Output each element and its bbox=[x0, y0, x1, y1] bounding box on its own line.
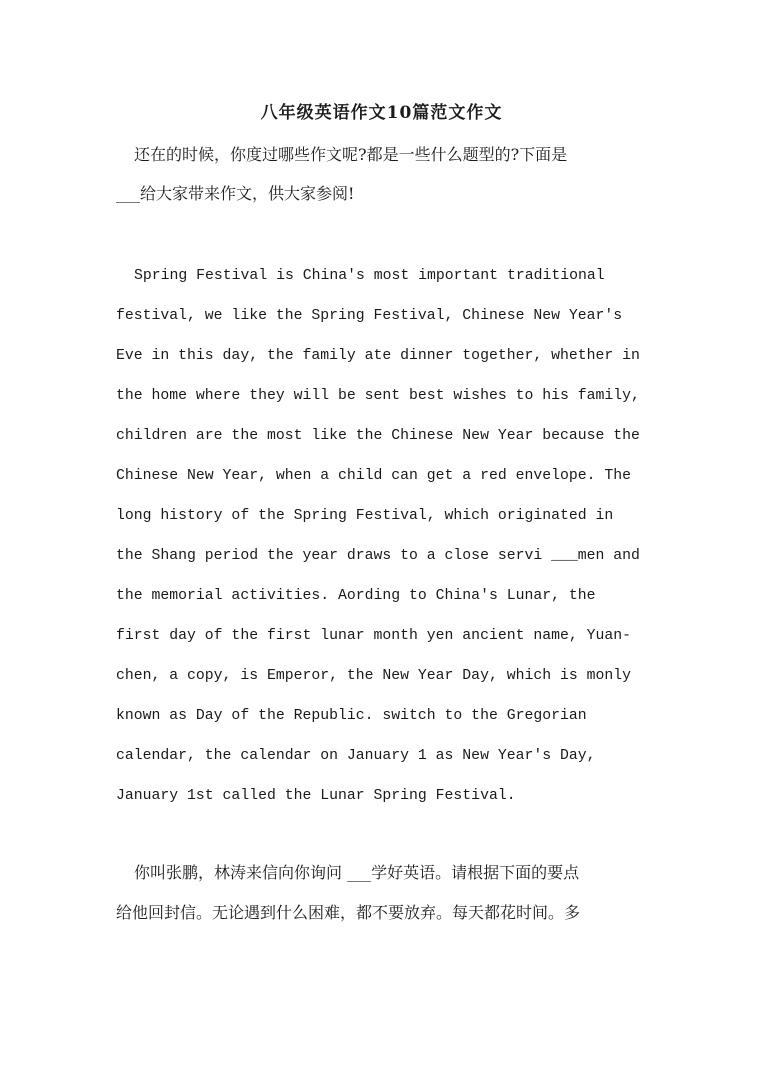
essay-line-14: January 1st called the Lunar Spring Festival. bbox=[116, 788, 516, 804]
essay-line-11: chen, a copy, is Emperor, the New Year Day, which is monly bbox=[116, 668, 632, 684]
essay-line-6: Chinese New Year, when a child can get a red envelope. The bbox=[116, 468, 632, 484]
essay-line-13: calendar, the calendar on January 1 as New Year's Day, bbox=[116, 748, 596, 764]
prompt-line-1: 你叫张鹏，林涛来信向你询问 ___学好英语。请根据下面的要点 bbox=[134, 863, 580, 882]
document-title: 八年级英语作文10篇范文作文 bbox=[260, 103, 503, 123]
essay-line-8: the Shang period the year draws to a close servi ___men and bbox=[116, 548, 640, 564]
intro-line-1: 还在的时候，你度过哪些作文呢?都是一些什么题型的?下面是 bbox=[134, 145, 568, 164]
essay-line-1: Spring Festival is China's most important traditional bbox=[134, 268, 605, 284]
essay-line-3: Eve in this day, the family ate dinner together, whether in bbox=[116, 348, 640, 364]
essay-line-9: the memorial activities. Aording to China's Lunar, the bbox=[116, 588, 596, 604]
essay-line-7: long history of the Spring Festival, which originated in bbox=[116, 508, 614, 524]
essay-line-4: the home where they will be sent best wishes to his family, bbox=[116, 388, 640, 404]
essay-line-2: festival, we like the Spring Festival, Chinese New Year's bbox=[116, 308, 623, 324]
essay-line-10: first day of the first lunar month yen ancient name, Yuan- bbox=[116, 628, 632, 644]
essay-line-5: children are the most like the Chinese New Year because the bbox=[116, 428, 640, 444]
prompt-line-2: 给他回封信。无论遇到什么困难，都不要放弃。每天都花时间。多 bbox=[116, 903, 581, 922]
intro-line-2: ___给大家带来作文，供大家参阅! bbox=[116, 184, 355, 203]
essay-line-12: known as Day of the Republic. switch to the Gregorian bbox=[116, 708, 587, 724]
